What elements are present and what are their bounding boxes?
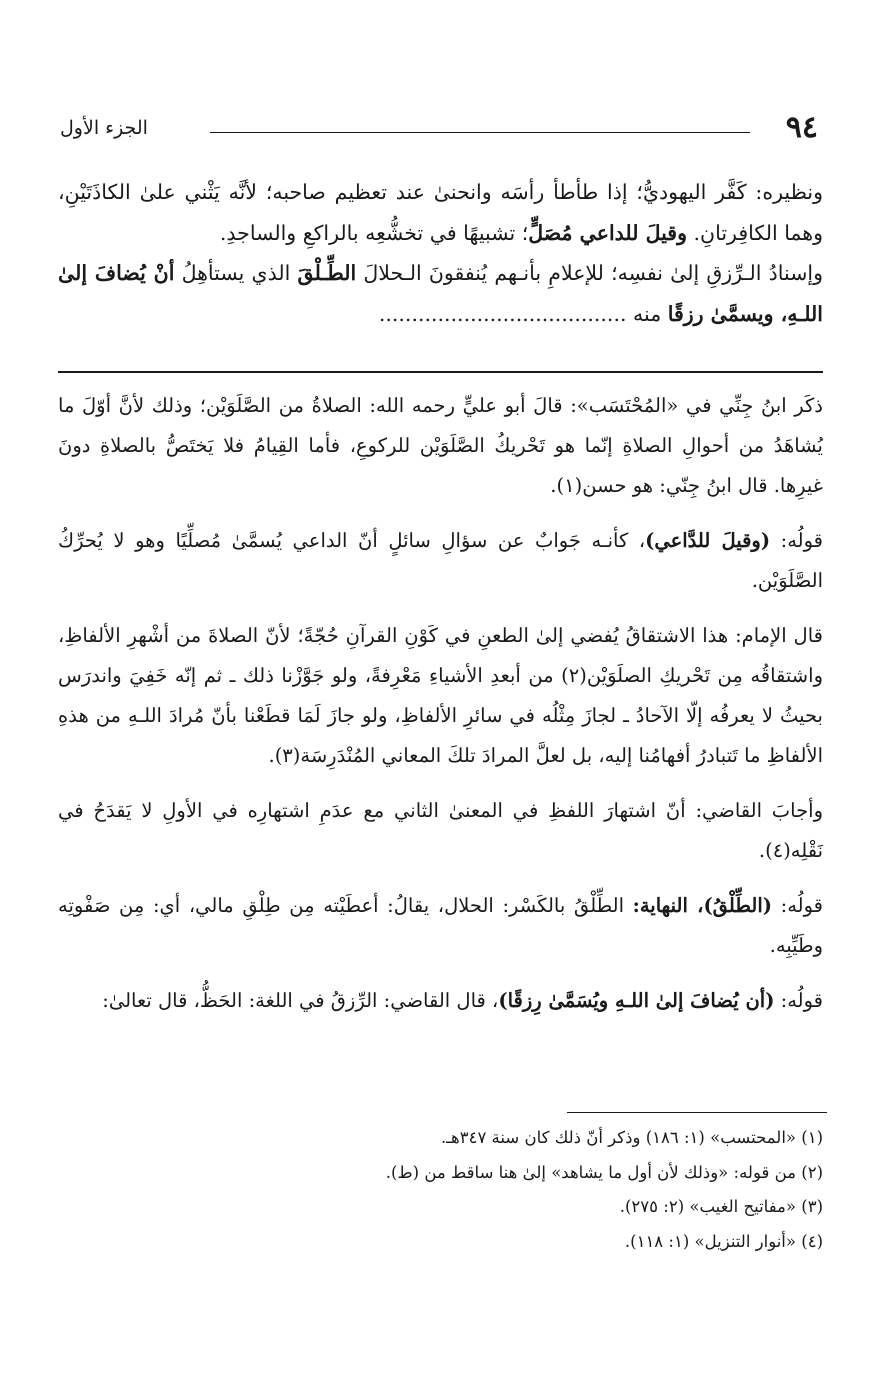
quoted-lemma: (الطِّلْقُ)، النهاية: xyxy=(632,894,772,917)
quoted-lemma: (وقيلَ للدَّاعي) xyxy=(645,529,771,552)
main-text-bold: وقيلَ للداعي مُصَلٍّ xyxy=(528,220,688,245)
main-text-bold: أنْ يُضافَ إلىٰ اللـهِ، ويسمَّىٰ رزقًا xyxy=(58,261,823,326)
ellipsis-dots: ...................................... xyxy=(378,301,627,326)
commentary-paragraph: قولُه: (أن يُضافَ إلىٰ اللـهِ ويُسَمَّىٰ رِزقًا)، قال القاضي: الرِّزقُ في اللغة: الحَظُّ، قال تعالىٰ: xyxy=(102,989,823,1012)
footnote: (١) «المحتسب» (١: ١٨٦) وذكر أنّ ذلك كان سنة ٣٤٧هـ. xyxy=(440,1128,823,1147)
main-text-paragraph-2: وإسنادُ الـرِّزقِ إلىٰ نفسِه؛ للإعلامِ بأنـهم يُنفقونَ الـحلالَ الطِّـلْقَ الذي يستأهِلُ أنْ يُضافَ إلىٰ اللـهِ، ويسمَّىٰ رزقًا منه ...................................... xyxy=(58,261,823,326)
quoted-lemma: (أن يُضافَ إلىٰ اللـهِ ويُسَمَّىٰ رِزقًا) xyxy=(498,989,775,1012)
volume-title: الجزء الأول xyxy=(60,117,148,139)
footnotes xyxy=(58,1121,823,1259)
footnote: (٢) من قوله: «وذلك لأن أول ما يشاهد» إلىٰ هنا ساقط من (ط). xyxy=(385,1162,823,1182)
footnote: (٣) «مفاتيح الغيب» (٢: ٢٧٥). xyxy=(619,1197,823,1216)
commentary-text xyxy=(58,386,823,1036)
footnote-rule xyxy=(567,1112,827,1113)
running-header xyxy=(60,108,820,148)
section-separator xyxy=(58,371,823,373)
footnote-ref: (٤) xyxy=(765,839,791,862)
header-rule xyxy=(210,132,750,133)
main-text xyxy=(58,172,823,334)
commentary-paragraph: ذكَر ابنُ جِنِّي في «المُحْتَسَب»: قالَ أبو عليٍّ رحمه الله: الصلاةُ من الصَّلَوَيْن؛ وذلك لأنَّ أوّلَ ما يُشاهَدُ من أحوالِ الصلاةِ إنّما هو تَحْريكُ الصَّلَوَيْن للركوعِ، فأما القِيامُ فلا يَختَصُّ بالصلاةِ دونَ غيرِها. قال ابنُ جِنّي: هو حسن(١). xyxy=(58,394,823,497)
footnote-ref: (٢) xyxy=(561,664,587,687)
commentary-paragraph: قال الإمام: هذا الاشتقاقُ يُفضي إلىٰ الطعنِ في كَوْنِ القرآنِ حُجّةً؛ لأنّ الصلاةَ من أشْهرِ الألفاظِ، واشتقاقُه مِن تَحْريكِ الصلَوَيْن(٢) من أبعدِ الأشياءِ مَعْرِفةً، ولو جَوَّزْنا ذلك ـ ثم إنّه خَفِيَ واندرَس بحيثُ لا يعرفُه إلّا الآحادُ ـ لجازَ مِثْلُه في سائرِ الألفاظِ، ولو جازَ لَمَا قطَعْنا بأنّ مُرادَ اللـهِ من هذهِ الألفاظِ ما تَتبادرُ أفهامُنا إليه، بل لعلَّ المرادَ تلكَ المعاني المُنْدَرِسَة(٣). xyxy=(58,624,823,767)
commentary-paragraph: قولُه: (الطِّلْقُ)، النهاية: الطِّلْقُ بالكَسْر: الحلال، يقالُ: أعطَيْته مِن طِلْقِ مالي، أي: مِن صَفْوتِه وطَيِّبِه. xyxy=(58,894,823,957)
main-text-bold: الطِّـلْقَ xyxy=(297,261,357,285)
page-number: ٩٤ xyxy=(785,110,818,145)
footnote: (٤) «أنوار التنزيل» (١: ١١٨). xyxy=(624,1231,823,1251)
commentary-paragraph: قولُه: (وقيلَ للدَّاعي)، كأنـه جَوابٌ عن سؤالِ سائلٍ أنّ الداعي يُسمَّىٰ مُصلِّيًا وهو لا يُحرِّكُ الصَّلَوَيْن. xyxy=(58,529,824,592)
main-text-paragraph-1: ونظيره: كَفَّر اليهوديُّ؛ إذا طأطأ رأسَه وانحنىٰ عند تعظيم صاحبه؛ لأنَّه يَثْني علىٰ الكاذَتَيْنِ، وهما الكافِرتانِ. وقيلَ للداعي مُصَلٍّ؛ تشبيهًا في تخشُّعِه بالراكعِ والساجدِ. xyxy=(58,180,823,245)
footnote-ref: (٣) xyxy=(274,744,301,767)
footnote-ref: (١) xyxy=(556,474,583,497)
commentary-paragraph: وأجابَ القاضي: أنّ اشتهارَ اللفظِ في المعنىٰ الثاني مع عدَمِ اشتهارِه في الأولِ لا يَقدَحُ في نَقْلِه(٤). xyxy=(58,799,823,862)
